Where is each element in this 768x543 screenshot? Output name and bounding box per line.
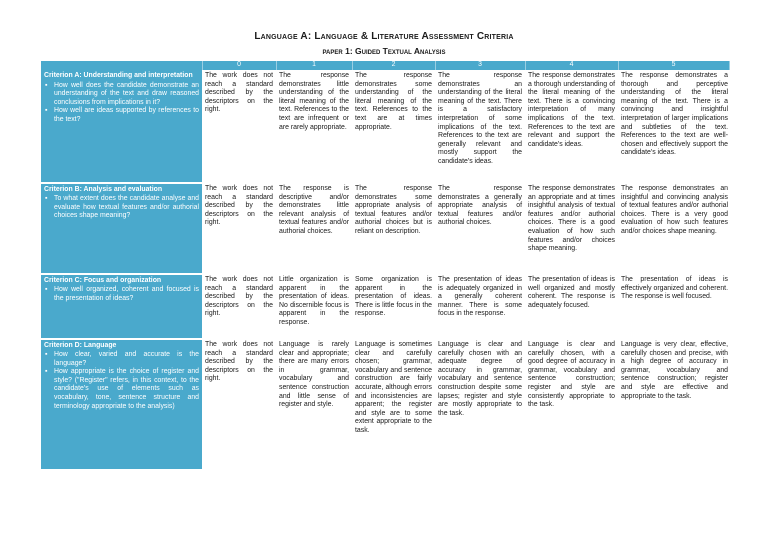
band-descriptor-2: Some organization is apparent in the presentation of ideas. There is little focus in the response. — [352, 274, 435, 339]
band-descriptor-3: The presentation of ideas is adequately organized in a generally coherent manner. There is some focus in the response. — [435, 274, 525, 339]
criterion-question: ▪ How clear, varied and accurate is the language? — [54, 351, 199, 368]
band-descriptor-1: Little organization is apparent in the presentation of ideas. No discernible focus is apparent in the response. — [276, 274, 352, 339]
band-header-row — [41, 61, 729, 70]
criterion-question: ▪ How well does the candidate demonstrate an understanding of the text and draw reasoned conclusions from implications in it? — [54, 82, 199, 108]
criterion-title: Criterion B: Analysis and evaluation — [44, 185, 163, 193]
band-descriptor-1: Language is rarely clear and appropriate; there are many errors in grammar, vocabulary and sentence construction and little sense of register and style. — [276, 339, 352, 470]
band-descriptor-0: The work does not reach a standard described by the descriptors on the right. — [202, 70, 276, 183]
band-descriptor-1: The response demonstrates little understanding of the literal meaning of the text. References to the text are infrequent or are rarely appropriate. — [276, 70, 352, 183]
band-descriptor-0: The work does not reach a standard described by the descriptors on the right. — [202, 339, 276, 470]
band-descriptor-2: The response demonstrates some understanding of the literal meaning of the text. References to the text are at times appropriate. — [352, 70, 435, 183]
assessment-criteria-table — [41, 61, 730, 471]
band-descriptor-3: Language is clear and carefully chosen with an adequate degree of accuracy in grammar, vocabulary and sentence construction despite some lapses; register and style are mostly appropriate to the task. — [435, 339, 525, 470]
band-descriptor-0: The work does not reach a standard described by the descriptors on the right. — [202, 274, 276, 339]
band-header-0: 0 — [202, 61, 276, 70]
criterion-questions — [44, 82, 199, 125]
band-header-4: 4 — [525, 61, 618, 70]
document-subtitle: paper 1: Guided Textual Analysis — [322, 46, 446, 56]
band-descriptor-2: The response demonstrates some appropriate analysis of textual features and/or authorial choices but is reliant on description. — [352, 183, 435, 274]
band-header-1: 1 — [276, 61, 352, 70]
criterion-questions — [44, 351, 199, 411]
criterion-questions — [44, 286, 199, 303]
band-header-5: 5 — [618, 61, 729, 70]
band-descriptor-5: The response demonstrates a thorough and perceptive understanding of the literal meaning of the text. There is a convincing and insightful interpretation of larger implications and subtleties of the text. References to the text are well-chosen and effectively support the candidate's ideas. — [618, 70, 729, 183]
band-header-3: 3 — [435, 61, 525, 70]
header-blank-cell — [41, 61, 202, 70]
criterion-cell — [41, 183, 202, 274]
band-descriptor-4: Language is clear and carefully chosen, with a good degree of accuracy in grammar, vocabulary and sentence construction; register and style are consistently appropriate to the task. — [525, 339, 618, 470]
criterion-row-d — [41, 339, 729, 470]
band-header-2: 2 — [352, 61, 435, 70]
band-descriptor-4: The presentation of ideas is well organized and mostly coherent. The response is adequately focused. — [525, 274, 618, 339]
criterion-questions — [44, 195, 199, 221]
criterion-title: Criterion A: Understanding and interpretation — [44, 72, 193, 79]
band-descriptor-5: Language is very clear, effective, carefully chosen and precise, with a high degree of accuracy in grammar, vocabulary and sentence construction; register and style are effective and appropriate to the task. — [618, 339, 729, 470]
band-descriptor-5: The response demonstrates an insightful and convincing analysis of textual features and/or authorial choices. There is a very good evaluation of how such features and/or choices shape meaning. — [618, 183, 729, 274]
criterion-cell — [41, 274, 202, 339]
band-descriptor-3: The response demonstrates an understanding of the literal meaning of the text. There is a satisfactory interpretation of some implications of the text. References to the text are generally relevant and mostly support the candidate's ideas. — [435, 70, 525, 183]
criterion-row-b — [41, 183, 729, 274]
band-descriptor-4: The response demonstrates a thorough understanding of the literal meaning of the text. There is a convincing interpretation of many implications of the text. References to the text are relevant and support the candidate's ideas. — [525, 70, 618, 183]
criterion-question: ▪ To what extent does the candidate analyse and evaluate how textual features and/or authorial choices shape meaning? — [54, 195, 199, 221]
band-descriptor-5: The presentation of ideas is effectively organized and coherent. The response is well focused. — [618, 274, 729, 339]
band-descriptor-2: Language is sometimes clear and carefully chosen; grammar, vocabulary and sentence construction are fairly accurate, although errors and inconsistencies are apparent; the register and style are to some extent appropriate to the task. — [352, 339, 435, 470]
criterion-title: Criterion D: Language — [44, 341, 117, 349]
criterion-row-a — [41, 70, 729, 183]
band-descriptor-0: The work does not reach a standard described by the descriptors on the right. — [202, 183, 276, 274]
document-title: Language A: Language & Literature Assessment Criteria — [254, 31, 514, 42]
criterion-question: ▪ How appropriate is the choice of register and style? ("Register" refers, in this context, to the candidate's use of elements such as vocabulary, tone, sentence structure and terminology appropriate to the analysis) — [54, 368, 199, 411]
band-descriptor-1: The response is descriptive and/or demonstrates little relevant analysis of textual features and/or authorial choices. — [276, 183, 352, 274]
band-descriptor-4: The response demonstrates an appropriate and at times insightful analysis of textual features and/or authorial choices. There is a good evaluation of how such features and/or choices shape meaning. — [525, 183, 618, 274]
criterion-title: Criterion C: Focus and organization — [44, 276, 162, 284]
criterion-question: ▪ How well are ideas supported by references to the text? — [54, 107, 199, 124]
criterion-question: ▪ How well organized, coherent and focused is the presentation of ideas? — [54, 286, 199, 303]
criterion-cell — [41, 339, 202, 470]
criterion-row-c — [41, 274, 729, 339]
criterion-cell — [41, 70, 202, 183]
band-descriptor-3: The response demonstrates a generally appropriate analysis of textual features and/or authorial choices. — [435, 183, 525, 274]
